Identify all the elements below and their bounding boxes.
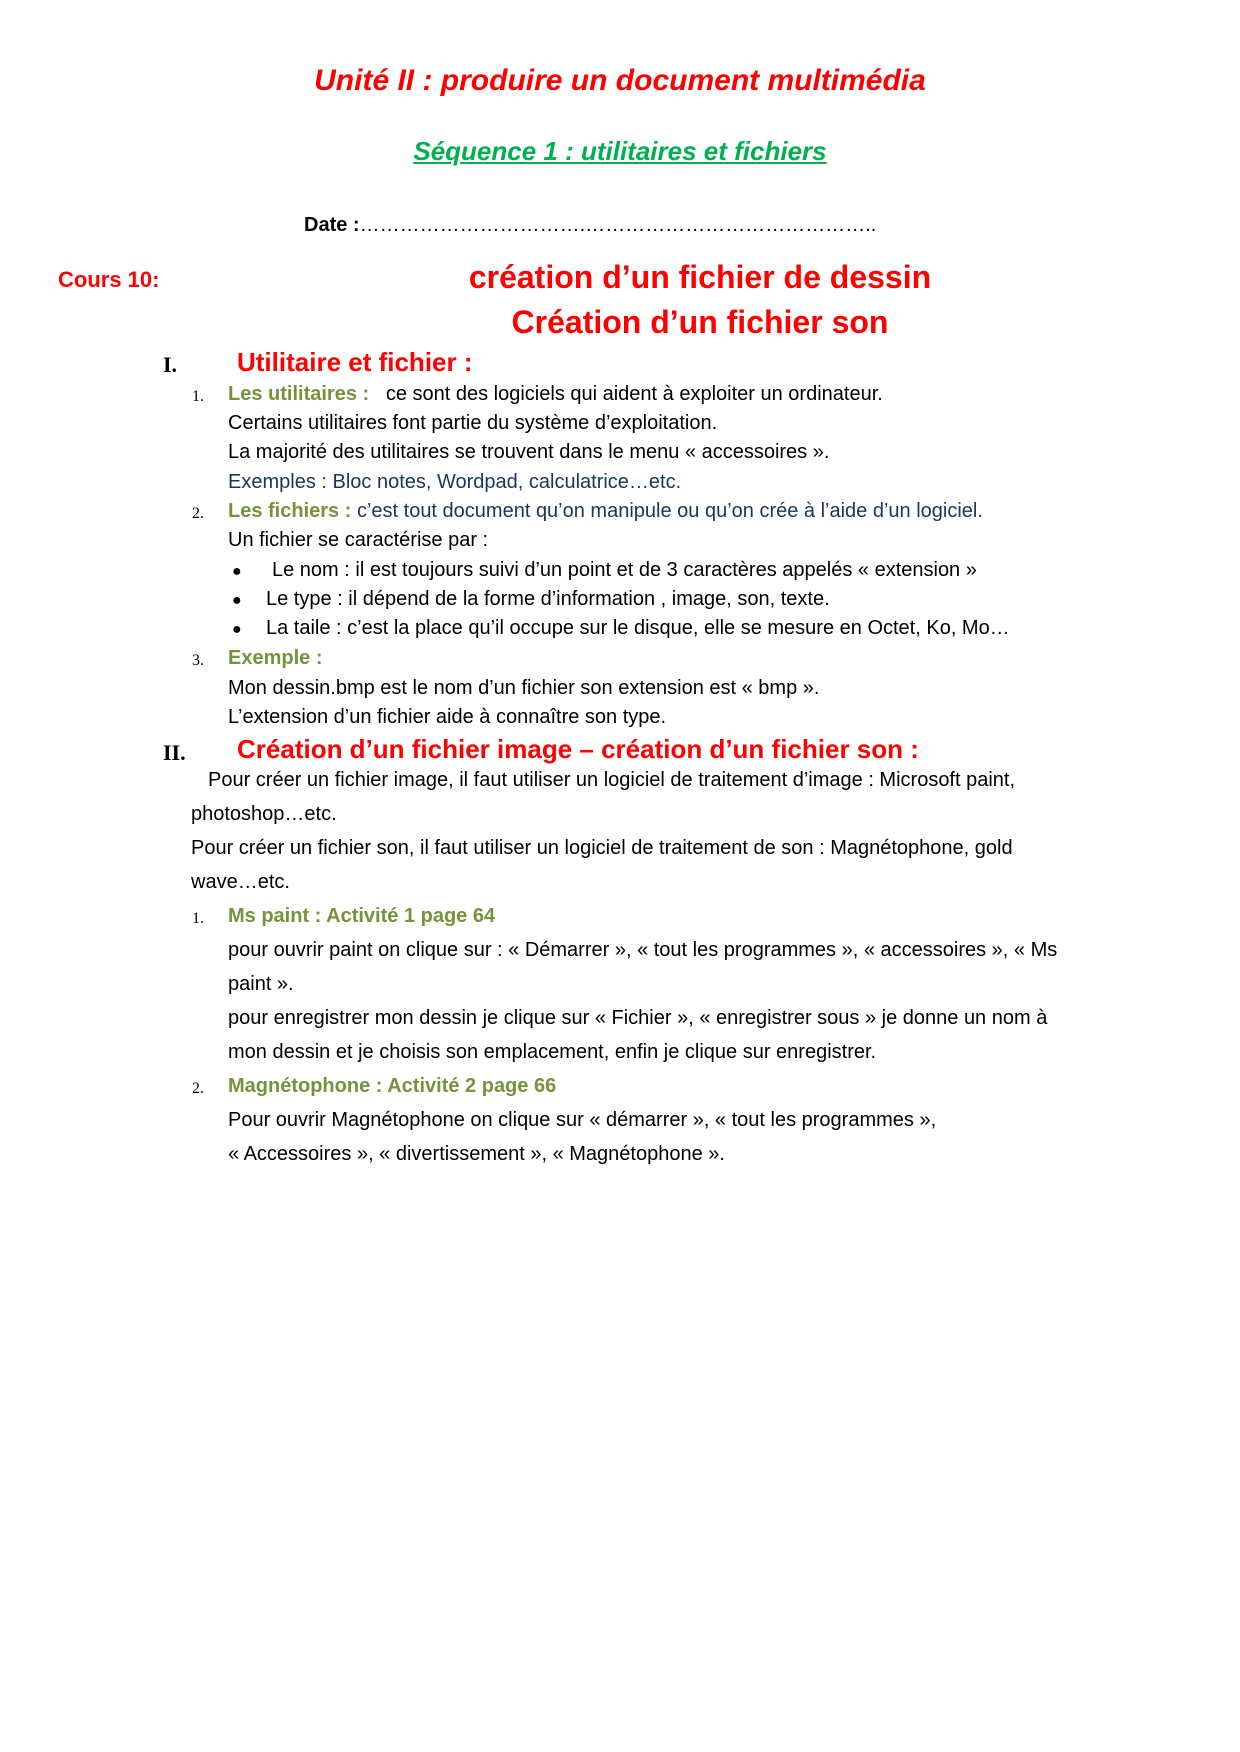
item-line: La majorité des utilitaires se trouvent dans le menu « accessoires ».: [228, 441, 830, 463]
item-label: Les fichiers :: [228, 500, 352, 522]
course-label: Cours 10:: [58, 267, 160, 292]
paragraph-line: Pour créer un fichier image, il faut utiliser un logiciel de traitement d’image : Microsoft paint,: [208, 769, 1016, 791]
bullet-icon: ●: [232, 621, 242, 638]
course-title-1: création d’un fichier de dessin: [468, 259, 932, 295]
item-line: pour ouvrir paint on clique sur : « Démarrer », « tout les programmes », « accessoires », « Ms: [228, 939, 1058, 961]
paragraph-line: photoshop…etc.: [191, 803, 337, 825]
course-title-2: Création d’un fichier son: [511, 304, 889, 340]
unit-title: Unité II : produire un document multimédia: [314, 64, 926, 97]
item-line: L’extension d’un fichier aide à connaître son type.: [228, 706, 667, 728]
item-text: c’est tout document qu’on manipule ou qu’on crée à l’aide d’un logiciel.: [356, 500, 983, 522]
examples-line: Exemples : Bloc notes, Wordpad, calculatrice…etc.: [228, 471, 682, 493]
item-number: 1.: [192, 388, 204, 405]
item-line: « Accessoires », « divertissement », « Magnétophone ».: [228, 1143, 725, 1165]
item-label: Les utilitaires :: [228, 383, 370, 405]
item-line: pour enregistrer mon dessin je clique sur « Fichier », « enregistrer sous » je donne un nom à: [228, 1007, 1048, 1029]
bullet-icon: ●: [232, 592, 242, 609]
bullet-text: La taile : c’est la place qu’il occupe sur le disque, elle se mesure en Octet, Ko, Mo…: [266, 617, 1010, 639]
section-1-title: Utilitaire et fichier :: [237, 347, 473, 377]
item-label: Ms paint : Activité 1 page 64: [228, 905, 496, 927]
item-number: 2.: [192, 1080, 204, 1097]
item-label: Magnétophone : Activité 2 page 66: [228, 1075, 557, 1097]
date-line: [304, 214, 876, 237]
bullet-text: Le type : il dépend de la forme d’information , image, son, texte.: [266, 588, 830, 610]
item-number: 2.: [192, 505, 204, 522]
item-line: Certains utilitaires font partie du système d’exploitation.: [228, 412, 718, 434]
item-line: paint ».: [228, 973, 294, 995]
item-line: mon dessin et je choisis son emplacement, enfin je clique sur enregistrer.: [228, 1041, 877, 1063]
section-2-title: Création d’un fichier image – création d’un fichier son :: [237, 734, 919, 764]
paragraph-line: wave…etc.: [191, 871, 290, 893]
bullet-text: Le nom : il est toujours suivi d’un point et de 3 caractères appelés « extension »: [272, 559, 977, 581]
item-text: ce sont des logiciels qui aident à exploiter un ordinateur.: [385, 383, 883, 405]
date-dots: …………………………….……………………………………..: [359, 214, 877, 236]
item-line: [228, 383, 883, 406]
item-number: 1.: [192, 910, 204, 927]
paragraph-line: Pour créer un fichier son, il faut utiliser un logiciel de traitement de son : Magnétophone, gold: [191, 837, 1013, 859]
section-2-numeral: II.: [163, 740, 186, 765]
section-1-numeral: I.: [163, 352, 178, 377]
item-label: Exemple :: [228, 647, 323, 669]
item-line: Un fichier se caractérise par :: [228, 529, 489, 551]
bullet-icon: ●: [232, 563, 242, 580]
date-label: Date :: [304, 214, 360, 236]
sequence-title: Séquence 1 : utilitaires et fichiers: [413, 136, 827, 166]
item-line: [228, 500, 983, 523]
item-number: 3.: [192, 652, 204, 669]
item-line: Mon dessin.bmp est le nom d’un fichier son extension est « bmp ».: [228, 677, 820, 699]
item-line: Pour ouvrir Magnétophone on clique sur « démarrer », « tout les programmes »,: [228, 1109, 937, 1131]
